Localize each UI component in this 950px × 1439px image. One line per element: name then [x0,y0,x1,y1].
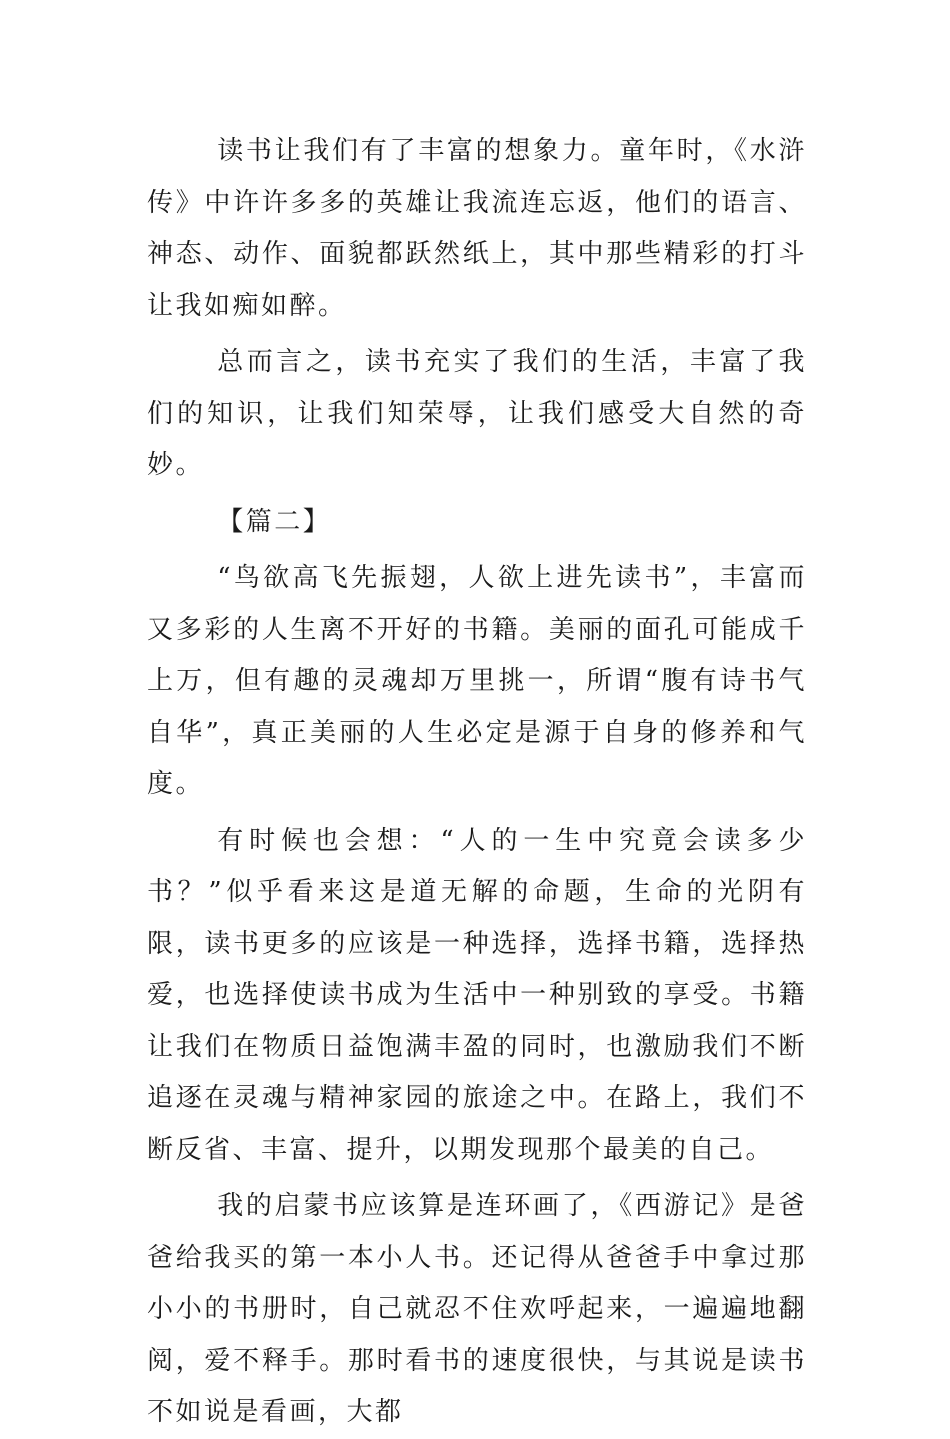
paragraph-imagination: 读书让我们有了丰富的想象力。童年时，《水浒传》中许许多多的英雄让我流连忘返，他们的语言、神态、动作、面貌都跃然纸上，其中那些精彩的打斗让我如痴如醉。 [147,136,807,321]
paragraph-quote: “鸟欲高飞先振翅，人欲上进先读书”，丰富而又多彩的人生离不开好的书籍。美丽的面孔可能成千上万，但有趣的灵魂却万里挑一，所谓“腹有诗书气自华”，真正美丽的人生必定是源于自身的修养和气度。 [147,563,807,799]
document-body [147,126,807,1439]
paragraph-summary: 总而言之，读书充实了我们的生活，丰富了我们的知识，让我们知荣辱，让我们感受大自然的奇妙。 [147,347,807,480]
section-heading: 【篇二】 [217,506,332,537]
paragraph-reflection: 有时候也会想：“人的一生中究竟会读多少书？”似乎看来这是道无解的命题，生命的光阴有限，读书更多的应该是一种选择，选择书籍，选择热爱，也选择使读书成为生活中一种别致的享受。书籍让我们在物质日益饱满丰盈的同时，也激励我们不断追逐在灵魂与精神家园的旅途之中。在路上，我们不断反省、丰富、提升，以期发现那个最美的自己。 [147,825,807,1165]
paragraph-first-book: 我的启蒙书应该算是连环画了，《西游记》是爸爸给我买的第一本小人书。还记得从爸爸手中拿过那小小的书册时，自己就忍不住欢呼起来，一遍遍地翻阅，爱不释手。那时看书的速度很快，与其说是读书不如说是看画，大都 [147,1191,807,1427]
